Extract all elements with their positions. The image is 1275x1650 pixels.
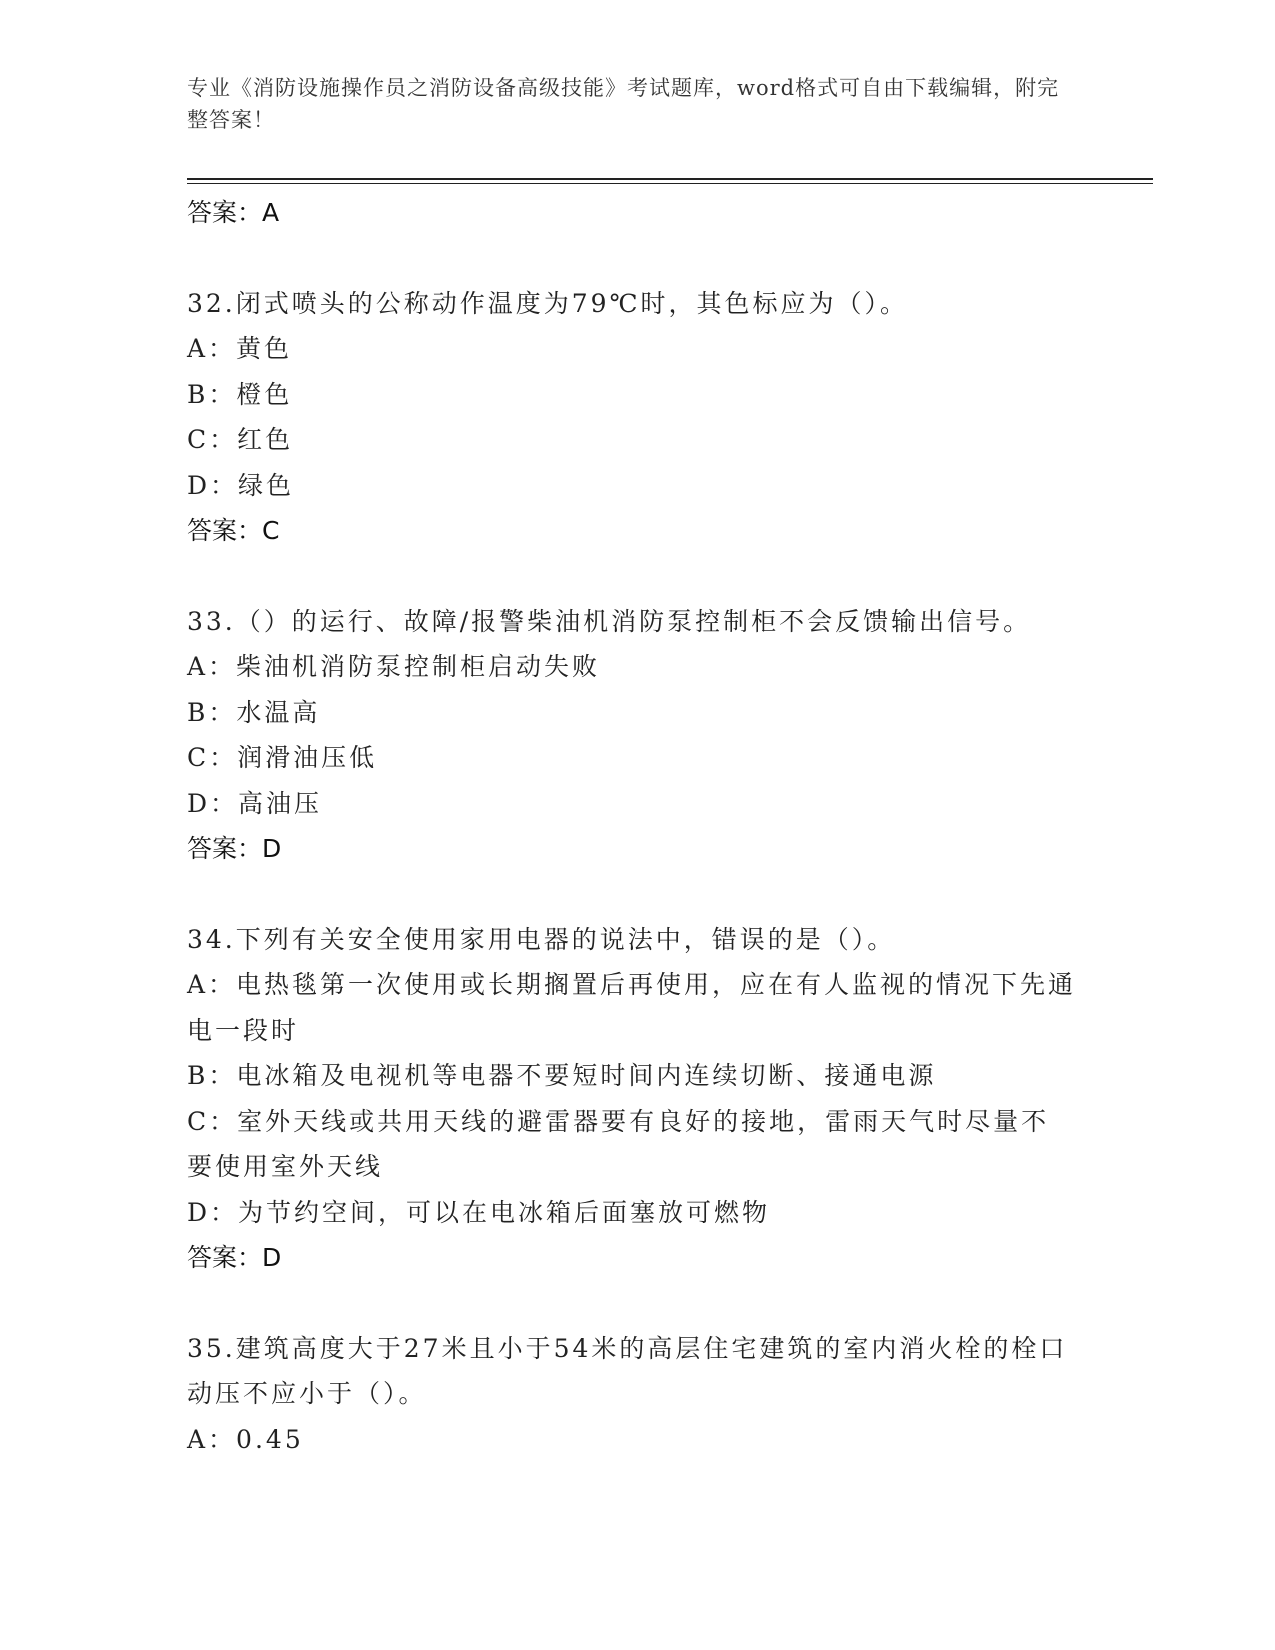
- option-a: A：0.45: [187, 1424, 304, 1454]
- option-a: A：电热毯第一次使用或长期搁置后再使用，应在有人监视的情况下先通电一段时: [187, 970, 1077, 1045]
- question-stem: 35.建筑高度大于27米且小于54米的高层住宅建筑的室内消火栓的栓口动压不应小于（）。: [187, 1333, 1068, 1408]
- question-32: [187, 281, 1077, 554]
- header-rule-thick: [187, 178, 1153, 180]
- option-d: D：高油压: [187, 788, 323, 818]
- document-body: [187, 190, 1077, 1462]
- question-stem: 33.（）的运行、故障/报警柴油机消防泵控制柜不会反馈输出信号。: [187, 606, 1032, 636]
- answer: 答案：C: [187, 516, 280, 545]
- document-header: 专业《消防设施操作员之消防设备高级技能》考试题库，word格式可自由下载编辑，附完整答案！: [187, 76, 1060, 132]
- question-34: [187, 917, 1077, 1281]
- answer: 答案：D: [187, 1243, 282, 1272]
- option-b: B：橙色: [187, 379, 293, 409]
- question-stem: 34.下列有关安全使用家用电器的说法中，错误的是（）。: [187, 924, 896, 954]
- header-rule-thin: [187, 183, 1153, 184]
- option-d: D：绿色: [187, 470, 295, 500]
- question-35: [187, 1326, 1077, 1463]
- option-a: A：黄色: [187, 334, 293, 363]
- option-a: A：柴油机消防泵控制柜启动失败: [187, 652, 601, 681]
- answer: 答案：D: [187, 834, 282, 863]
- option-c: C：润滑油压低: [187, 743, 378, 772]
- option-b: B：电冰箱及电视机等电器不要短时间内连续切断、接通电源: [187, 1061, 937, 1090]
- option-c: C：室外天线或共用天线的避雷器要有良好的接地，雷雨天气时尽量不要使用室外天线: [187, 1106, 1050, 1181]
- question-stem: 32.闭式喷头的公称动作温度为79℃时，其色标应为（）。: [187, 288, 909, 318]
- option-c: C：红色: [187, 425, 294, 454]
- option-d: D：为节约空间，可以在电冰箱后面塞放可燃物: [187, 1197, 771, 1227]
- option-b: B：水温高: [187, 697, 321, 727]
- prev-answer: 答案：A: [187, 198, 280, 227]
- question-33: [187, 599, 1077, 872]
